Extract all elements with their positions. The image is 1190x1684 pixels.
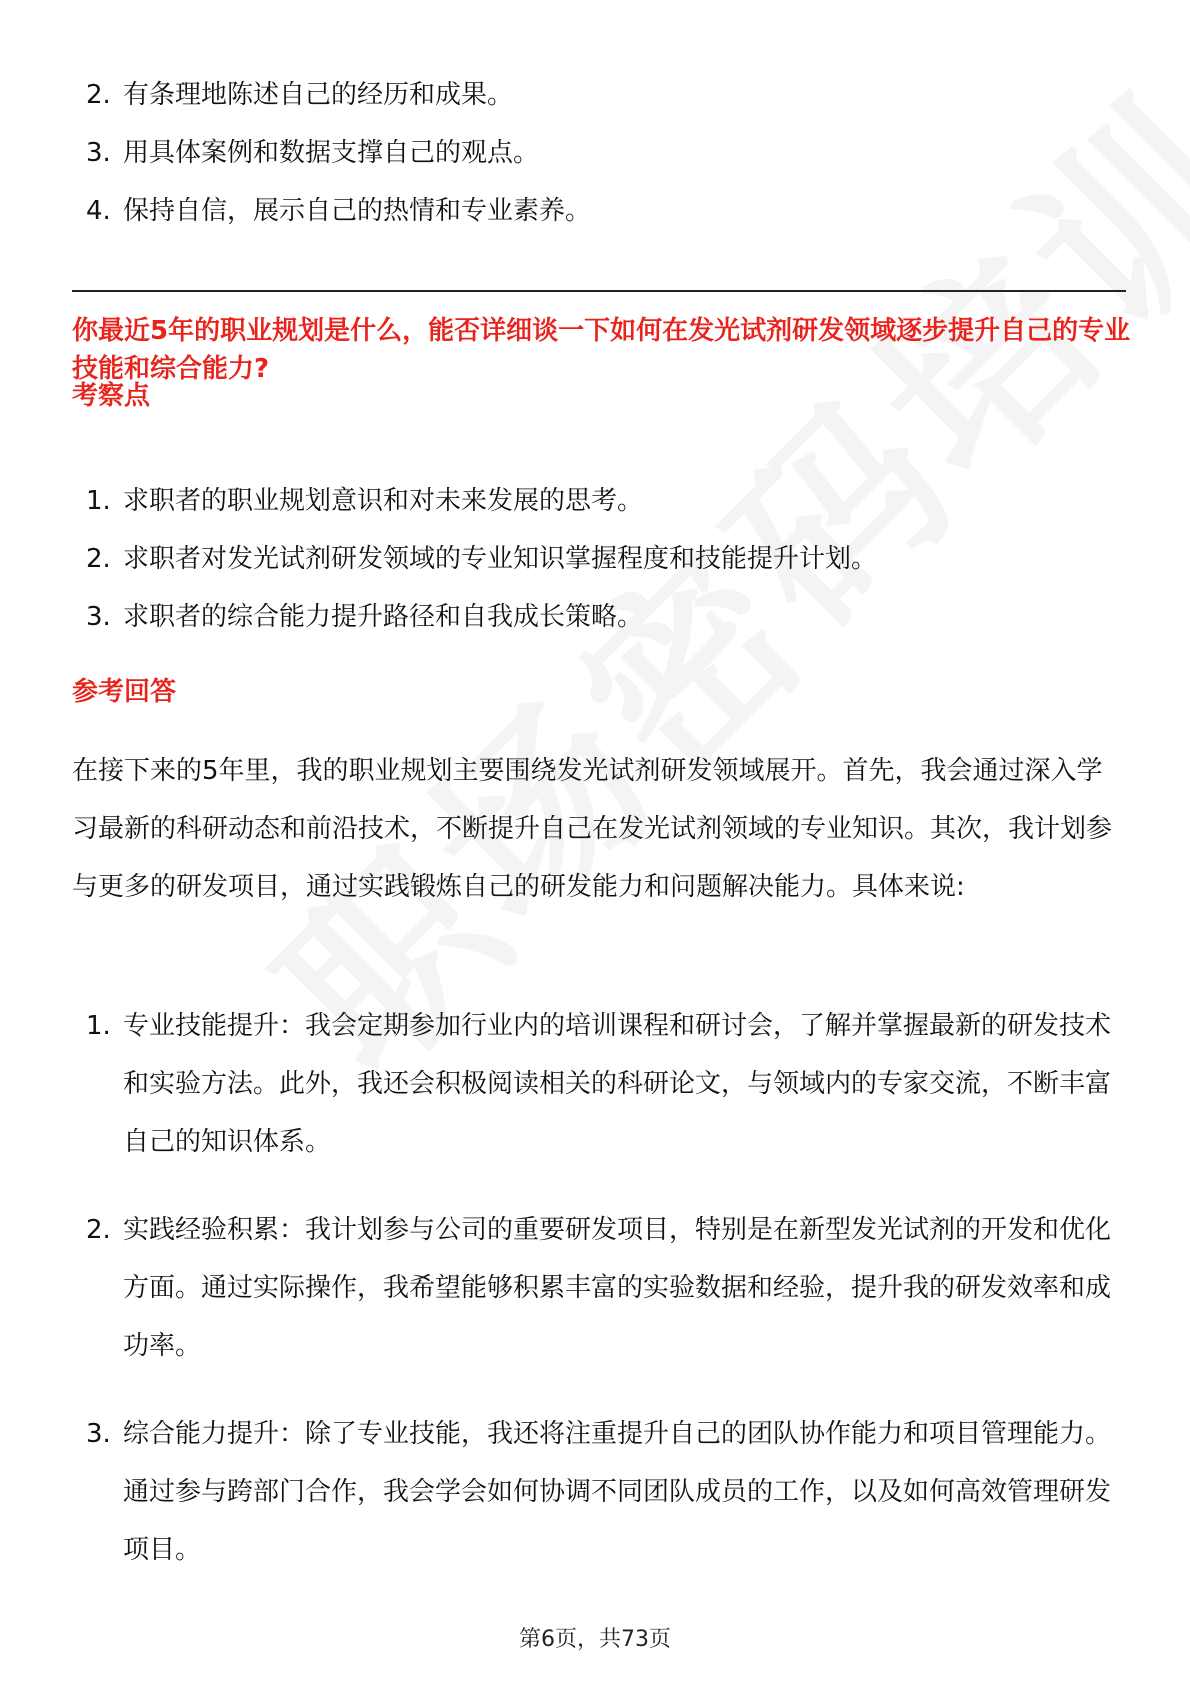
list-text: 用具体案例和数据支撑自己的观点。 — [123, 138, 540, 168]
list-text: 求职者的职业规划意识和对未来发展的思考。 — [123, 486, 644, 516]
page-footer: 第6页，共73页 — [519, 1627, 671, 1652]
list-text: 专业技能提升：我会定期参加行业内的培训课程和研讨会，了解并掌握最新的研发技术和实验方法。此外，我还会积极阅读相关的科研论文，与领域内的专家交流，不断丰富自己的知识体系。 — [123, 1011, 1112, 1157]
list-number: 3. — [86, 138, 111, 168]
list-number: 4. — [86, 196, 111, 226]
list-item — [70, 182, 1120, 240]
list-number: 2. — [86, 544, 111, 574]
list-item — [70, 66, 1120, 124]
list-item — [70, 1405, 1128, 1579]
list-text: 综合能力提升：除了专业技能，我还将注重提升自己的团队协作能力和项目管理能力。通过参与跨部门合作，我会学会如何协调不同团队成员的工作，以及如何高效管理研发项目。 — [123, 1419, 1112, 1565]
answer-heading: 参考回答 — [72, 677, 177, 707]
list-item — [70, 530, 1120, 588]
tips-list — [70, 66, 1120, 240]
list-item — [70, 997, 1128, 1171]
list-text: 保持自信，展示自己的热情和专业素养。 — [123, 196, 592, 226]
list-number: 3. — [86, 602, 111, 632]
list-number: 1. — [86, 1011, 111, 1041]
list-number: 2. — [86, 1215, 111, 1245]
list-item — [70, 472, 1120, 530]
list-text: 有条理地陈述自己的经历和成果。 — [123, 80, 514, 110]
interview-question: 你最近5年的职业规划是什么，能否详细谈一下如何在发光试剂研发领域逐步提升自己的专业技能和综合能力? — [72, 316, 1131, 384]
list-number: 2. — [86, 80, 111, 110]
list-text: 求职者对发光试剂研发领域的专业知识掌握程度和技能提升计划。 — [123, 544, 878, 574]
focus-list — [70, 472, 1120, 646]
list-item — [70, 1201, 1128, 1375]
focus-heading: 考察点 — [72, 381, 151, 411]
answer-intro-paragraph: 在接下来的5年里，我的职业规划主要围绕发光试剂研发领域展开。首先，我会通过深入学习最新的科研动态和前沿技术，不断提升自己在发光试剂领域的专业知识。其次，我计划参与更多的研发项目，通过实践锻炼自己的研发能力和问题解决能力。具体来说: — [72, 756, 1113, 902]
list-text: 实践经验积累：我计划参与公司的重要研发项目，特别是在新型发光试剂的开发和优化方面。通过实际操作，我希望能够积累丰富的实验数据和经验，提升我的研发效率和成功率。 — [123, 1215, 1112, 1361]
list-item — [70, 124, 1120, 182]
list-number: 3. — [86, 1419, 111, 1449]
answer-list — [70, 997, 1128, 1609]
list-item — [70, 588, 1120, 646]
list-number: 1. — [86, 486, 111, 516]
list-text: 求职者的综合能力提升路径和自我成长策略。 — [123, 602, 644, 632]
section-divider — [72, 290, 1126, 292]
